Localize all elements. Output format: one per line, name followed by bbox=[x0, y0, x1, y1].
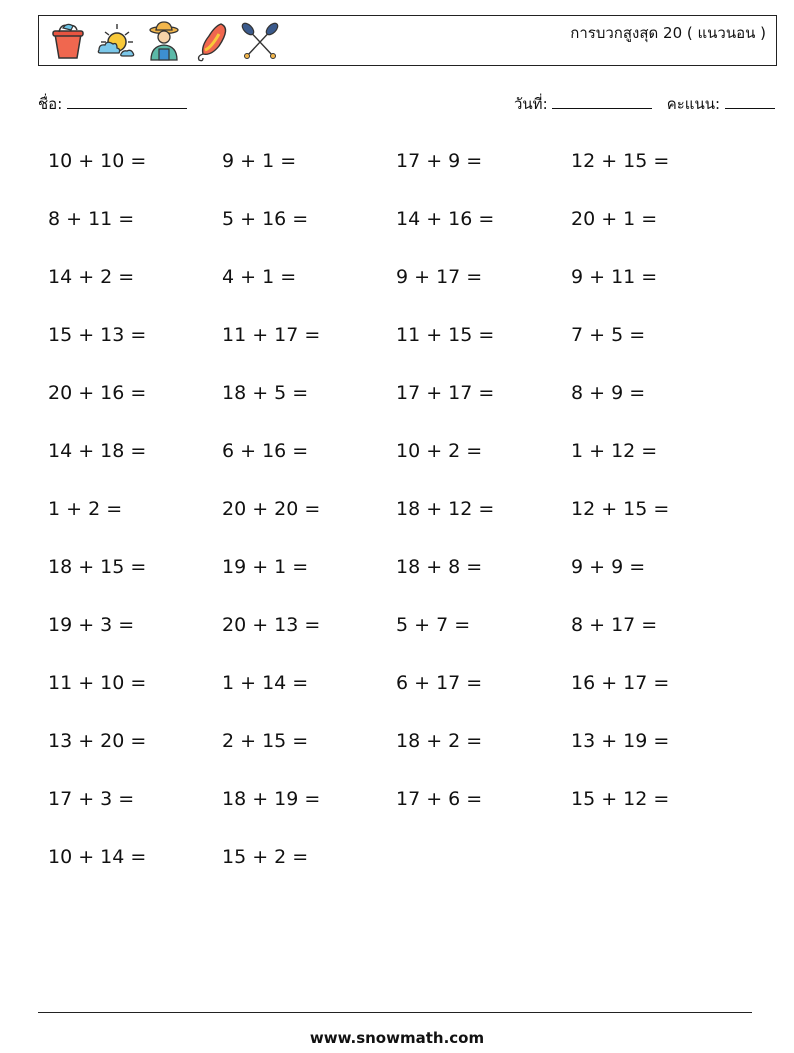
crossed-paddles-icon bbox=[239, 20, 281, 62]
problem-item: 9 + 11 = bbox=[571, 266, 658, 288]
problem-item: 1 + 12 = bbox=[571, 440, 658, 462]
sun-icon bbox=[95, 20, 137, 62]
problem-item: 19 + 1 = bbox=[222, 556, 309, 578]
score-label: คะแนน: bbox=[666, 95, 721, 113]
problem-item: 9 + 9 = bbox=[571, 556, 646, 578]
problem-item: 20 + 16 = bbox=[48, 382, 147, 404]
problem-item: 18 + 19 = bbox=[222, 788, 321, 810]
footer-divider bbox=[38, 1012, 752, 1013]
problem-item: 14 + 16 = bbox=[396, 208, 495, 230]
problem-item: 11 + 15 = bbox=[396, 324, 495, 346]
problem-item: 18 + 5 = bbox=[222, 382, 309, 404]
date-blank[interactable] bbox=[552, 92, 652, 109]
name-blank[interactable] bbox=[67, 92, 187, 109]
problem-item: 17 + 6 = bbox=[396, 788, 483, 810]
header-icons bbox=[47, 20, 281, 64]
worksheet-header bbox=[38, 15, 777, 66]
problem-item: 1 + 14 = bbox=[222, 672, 309, 694]
problem-item: 14 + 18 = bbox=[48, 440, 147, 462]
problem-item: 7 + 5 = bbox=[571, 324, 646, 346]
date-score-fields bbox=[514, 92, 775, 116]
fishing-lure-icon bbox=[191, 20, 233, 62]
problem-item: 18 + 12 = bbox=[396, 498, 495, 520]
problem-item: 6 + 16 = bbox=[222, 440, 309, 462]
problem-item: 18 + 15 = bbox=[48, 556, 147, 578]
problem-item: 2 + 15 = bbox=[222, 730, 309, 752]
problem-item: 17 + 3 = bbox=[48, 788, 135, 810]
problem-item: 11 + 17 = bbox=[222, 324, 321, 346]
problem-item: 5 + 7 = bbox=[396, 614, 471, 636]
problem-item: 10 + 14 = bbox=[48, 846, 147, 868]
problem-item: 15 + 12 = bbox=[571, 788, 670, 810]
problem-item: 12 + 15 = bbox=[571, 150, 670, 172]
problem-item: 1 + 2 = bbox=[48, 498, 123, 520]
farmer-icon bbox=[143, 20, 185, 62]
problem-item: 8 + 17 = bbox=[571, 614, 658, 636]
problem-item: 14 + 2 = bbox=[48, 266, 135, 288]
problem-item: 13 + 20 = bbox=[48, 730, 147, 752]
problem-item: 20 + 13 = bbox=[222, 614, 321, 636]
problem-item: 16 + 17 = bbox=[571, 672, 670, 694]
problem-item: 5 + 16 = bbox=[222, 208, 309, 230]
footer-website: www.snowmath.com bbox=[309, 1029, 485, 1047]
problem-item: 8 + 11 = bbox=[48, 208, 135, 230]
worksheet-title: การบวกสูงสุด 20 ( แนวนอน ) bbox=[570, 24, 766, 42]
problem-item: 8 + 9 = bbox=[571, 382, 646, 404]
score-blank[interactable] bbox=[725, 92, 775, 109]
name-field[interactable] bbox=[38, 92, 187, 116]
problem-item: 9 + 17 = bbox=[396, 266, 483, 288]
problem-grid bbox=[48, 142, 746, 896]
problem-item: 18 + 2 = bbox=[396, 730, 483, 752]
problem-item: 4 + 1 = bbox=[222, 266, 297, 288]
problem-item: 10 + 2 = bbox=[396, 440, 483, 462]
problem-item: 10 + 10 = bbox=[48, 150, 147, 172]
problem-item: 20 + 20 = bbox=[222, 498, 321, 520]
problem-item: 17 + 9 = bbox=[396, 150, 483, 172]
problem-item: 12 + 15 = bbox=[571, 498, 670, 520]
problem-item: 13 + 19 = bbox=[571, 730, 670, 752]
problem-item: 20 + 1 = bbox=[571, 208, 658, 230]
name-label: ชื่อ: bbox=[38, 95, 63, 113]
problem-item: 17 + 17 = bbox=[396, 382, 495, 404]
problem-item: 18 + 8 = bbox=[396, 556, 483, 578]
problem-item: 11 + 10 = bbox=[48, 672, 147, 694]
problem-item: 9 + 1 = bbox=[222, 150, 297, 172]
problem-item: 19 + 3 = bbox=[48, 614, 135, 636]
problem-item: 6 + 17 = bbox=[396, 672, 483, 694]
bucket-icon bbox=[47, 20, 89, 62]
problem-item: 15 + 13 = bbox=[48, 324, 147, 346]
problem-item: 15 + 2 = bbox=[222, 846, 309, 868]
date-label: วันที่: bbox=[514, 95, 548, 113]
